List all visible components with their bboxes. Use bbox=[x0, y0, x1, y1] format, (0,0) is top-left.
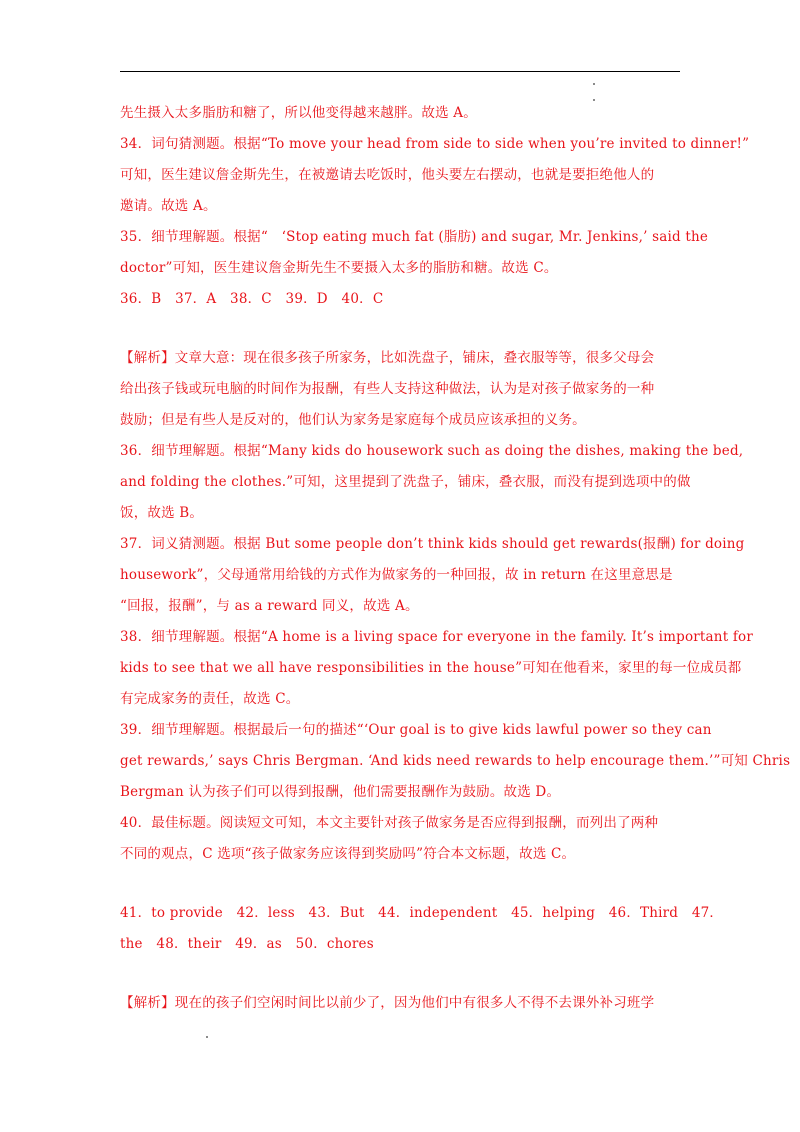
text-line: 给出孩子钱或玩电脑的时间作为报酬，有些人支持这种做法，认为是对孩子做家务的一种 bbox=[120, 381, 655, 397]
text-line: 40．最佳标题。阅读短文可知，本文主要针对孩子做家务是否应得到报酬，而列出了两种 bbox=[120, 815, 659, 831]
text-line: housework”，父母通常用给钱的方式作为做家务的一种回报，故 in return 在这里意思是 bbox=[120, 567, 673, 583]
paragraph-gap bbox=[120, 315, 680, 343]
analysis-line: 【解析】文章大意：现在很多孩子所家务，比如洗盘子，铺床，叠衣服等等，很多父母会 bbox=[120, 350, 655, 366]
scan-dot bbox=[206, 1036, 208, 1038]
text-line: 饭，故选 B。 bbox=[120, 505, 204, 521]
text-line: 36．细节理解题。根据“Many kids do housework such as doing the dishes, making the bed, bbox=[120, 443, 744, 459]
answer-explanation-text bbox=[120, 98, 791, 1019]
text-line: kids to see that we all have responsibilities in the house”可知在他看来，家里的每一位成员都 bbox=[120, 660, 742, 676]
text-line: “回报，报酬”，与 as a reward 同义，故选 A。 bbox=[120, 598, 419, 614]
text-line: 38．细节理解题。根据“A home is a living space for everyone in the family. It’s important for bbox=[120, 629, 753, 645]
answer-key-line: 36．B 37．A 38．C 39．D 40．C bbox=[120, 291, 384, 307]
text-line: 先生摄入太多脂肪和糖了，所以他变得越来越胖。故选 A。 bbox=[120, 105, 477, 121]
scan-dot bbox=[593, 83, 595, 85]
text-line: get rewards,’ says Chris Bergman. ‘And kids need rewards to help encourage them.’”可知 Chris bbox=[120, 753, 791, 769]
answer-key-line: 41．to provide 42．less 43．But 44．independent 45．helping 46．Third 47． bbox=[120, 905, 724, 921]
text-line: 39．细节理解题。根据最后一句的描述“‘Our goal is to give kids lawful power so they can bbox=[120, 722, 712, 738]
text-line: 34．词句猜测题。根据“To move your head from side to side when you’re invited to dinner!” bbox=[120, 136, 750, 152]
text-line: Bergman 认为孩子们可以得到报酬，他们需要报酬作为鼓励。故选 D。 bbox=[120, 784, 561, 800]
paragraph-gap bbox=[120, 870, 680, 898]
header-rule bbox=[120, 71, 680, 72]
analysis-line: 【解析】现在的孩子们空闲时间比以前少了，因为他们中有很多人不得不去课外补习班学 bbox=[120, 995, 655, 1011]
text-line: and folding the clothes.”可知，这里提到了洗盘子，铺床，叠衣服，而没有提到选项中的做 bbox=[120, 474, 691, 490]
text-line: 可知，医生建议詹金斯先生，在被邀请去吃饭时，他头要左右摆动，也就是要拒绝他人的 bbox=[120, 167, 655, 183]
text-line: doctor”可知，医生建议詹金斯先生不要摄入太多的脂肪和糖。故选 C。 bbox=[120, 260, 558, 276]
text-line: 邀请。故选 A。 bbox=[120, 198, 217, 214]
text-line: 有完成家务的责任，故选 C。 bbox=[120, 691, 300, 707]
text-line: 鼓励；但是有些人是反对的，他们认为家务是家庭每个成员应该承担的义务。 bbox=[120, 412, 586, 428]
text-line: 不同的观点，C 选项“孩子做家务应该得到奖励吗”符合本文标题，故选 C。 bbox=[120, 846, 576, 862]
text-line: 35．细节理解题。根据“ ‘Stop eating much fat (脂肪) and sugar, Mr. Jenkins,’ said the bbox=[120, 229, 709, 245]
text-line: 37．词义猜测题。根据 But some people don’t think kids should get rewards(报酬) for doing bbox=[120, 536, 745, 552]
paragraph-gap bbox=[120, 960, 680, 988]
answer-key-line: the 48．their 49．as 50．chores bbox=[120, 936, 374, 952]
